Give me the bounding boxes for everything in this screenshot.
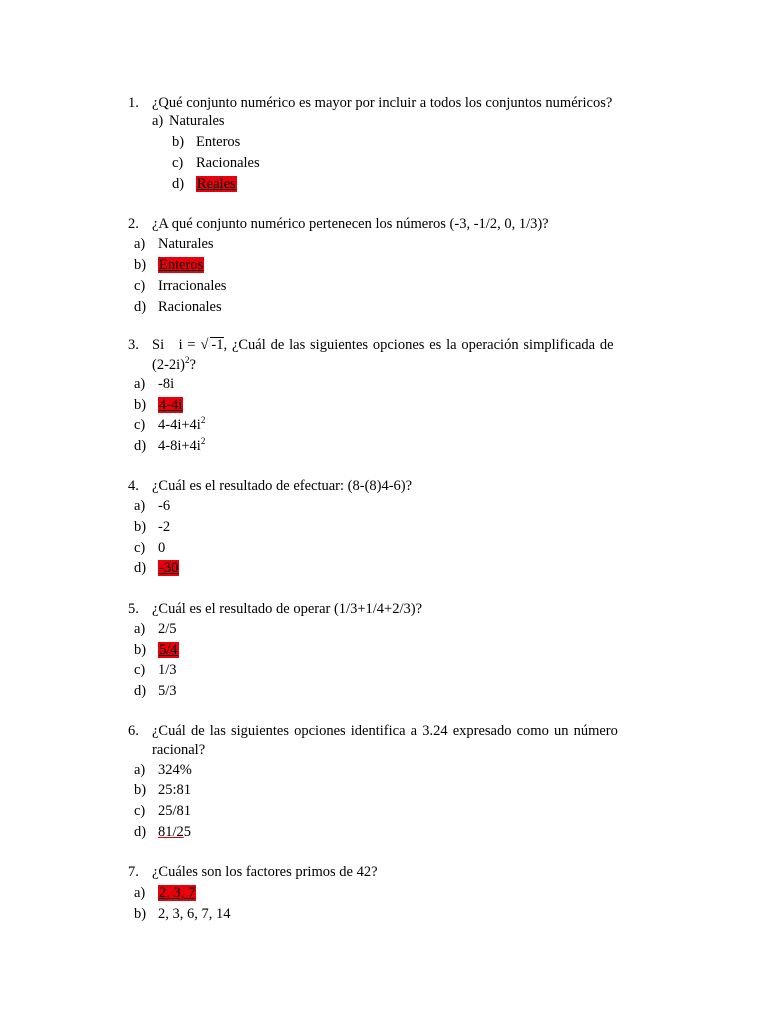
highlighted-answer: -30 [159,560,179,576]
option-letter: a) [134,762,146,778]
question-text: ¿Cuál es el resultado de efectuar: (8-(8)4-6)? [152,478,413,494]
question-number: 2. [128,216,139,232]
question-text: Si i = √ -1, ¿Cuál de las siguientes opciones es la operación simplificada de [152,337,614,353]
option-text: 4-4i+4i [158,417,201,433]
option-letter: b) [134,642,147,658]
option-text: -2 [158,519,171,535]
option-text: Racionales [196,155,260,171]
option-letter: b) [134,397,147,413]
option-text: 4-8i+4i [158,438,201,454]
option-d[interactable] [134,681,177,701]
question-number: 6. [128,723,139,739]
question-text: ¿Cuáles son los factores primos de 42? [152,864,378,880]
option-text: Racionales [158,299,222,315]
option-a[interactable] [134,234,214,254]
option-b[interactable] [134,780,191,800]
underlined-answer: 81/2 [158,824,184,840]
question-text-line-2: racional? [152,742,206,758]
option-a[interactable] [134,374,174,394]
option-c[interactable] [134,801,191,821]
highlighted-answer: 5/4 [159,642,178,658]
option-b[interactable] [172,132,240,152]
option-a[interactable] [134,496,170,516]
option-letter: d) [134,824,147,840]
option-letter: c) [134,803,146,819]
option-text-rest: 5 [183,824,192,840]
option-text: 25/81 [158,803,192,819]
question-number: 5. [128,601,139,617]
exponent: 2 [200,415,206,426]
option-c[interactable] [134,415,205,435]
option-text: 1/3 [158,662,177,678]
question-number: 1. [128,95,139,111]
option-letter: d) [172,176,185,192]
highlighted-answer: Reales [197,176,236,192]
option-text: 25:81 [158,782,192,798]
question-text-line-2: $(2-2i)^2$? [152,355,196,373]
question-text: ¿Qué conjunto numérico es mayor por incluir a todos los conjuntos numéricos? [152,95,613,111]
sqrt-sign: √ [200,337,209,353]
option-letter: c) [134,662,146,678]
option-c[interactable] [172,153,260,173]
option-letter: c) [134,417,146,433]
option-letter: b) [134,906,147,922]
option-letter: b) [134,257,147,273]
option-letter: d) [134,438,147,454]
question-number: 7. [128,864,139,880]
option-text: -8i [158,376,175,392]
option-a[interactable] [152,111,225,131]
option-letter: a) [134,621,146,637]
option-d[interactable] [134,436,205,456]
option-c[interactable] [134,660,177,680]
question-text: ¿Cuál de las siguientes opciones identifica a 3.24 expresado como un número [152,723,618,739]
option-d-answer[interactable] [134,558,179,578]
option-letter: a) [134,498,146,514]
option-letter: a) [134,236,146,252]
question-text: ¿A qué conjunto numérico pertenecen los números (-3, -1/2, 0, 1/3)? [152,216,549,232]
option-b-answer[interactable] [134,395,183,415]
option-text: 2, 3, 6, 7, 14 [158,906,231,922]
option-b-answer[interactable] [134,255,204,275]
question-number: 4. [128,478,139,494]
option-text: Irracionales [158,278,227,294]
option-letter: b) [172,134,185,150]
option-letter: c) [172,155,184,171]
option-letter: a) [134,376,146,392]
option-letter: b) [134,782,147,798]
highlighted-answer: Enteros [159,257,204,273]
sqrt-radicand: -1 [211,337,224,353]
option-text: Naturales [169,113,225,129]
option-b[interactable] [134,904,231,924]
option-a[interactable] [134,760,192,780]
option-letter: a) [134,885,146,901]
option-text: 2/5 [158,621,177,637]
option-c[interactable] [134,276,226,296]
highlighted-answer: 4-4i [159,397,183,413]
option-a[interactable] [134,619,177,639]
option-letter: c) [134,540,146,556]
option-letter: a) [152,113,164,129]
option-text: 0 [158,540,166,556]
option-d-answer[interactable] [134,822,191,842]
option-b[interactable] [134,517,170,537]
exponent: 2 [200,436,206,447]
option-text: -6 [158,498,171,514]
option-c[interactable] [134,538,165,558]
question-number: 3. [128,337,139,353]
option-text: 324% [158,762,192,778]
option-letter: d) [134,683,147,699]
option-letter: d) [134,560,147,576]
option-b-answer[interactable] [134,640,179,660]
option-a-answer[interactable] [134,883,196,903]
option-text: 5/3 [158,683,177,699]
option-letter: d) [134,299,147,315]
option-letter: b) [134,519,147,535]
option-text: Naturales [158,236,214,252]
highlighted-answer: 2, 3, 7 [159,885,196,901]
option-text: Enteros [196,134,241,150]
option-d[interactable] [134,297,222,317]
option-letter: c) [134,278,146,294]
option-d-answer[interactable] [172,174,237,194]
question-text: ¿Cuál es el resultado de operar (1/3+1/4+2/3)? [152,601,423,617]
